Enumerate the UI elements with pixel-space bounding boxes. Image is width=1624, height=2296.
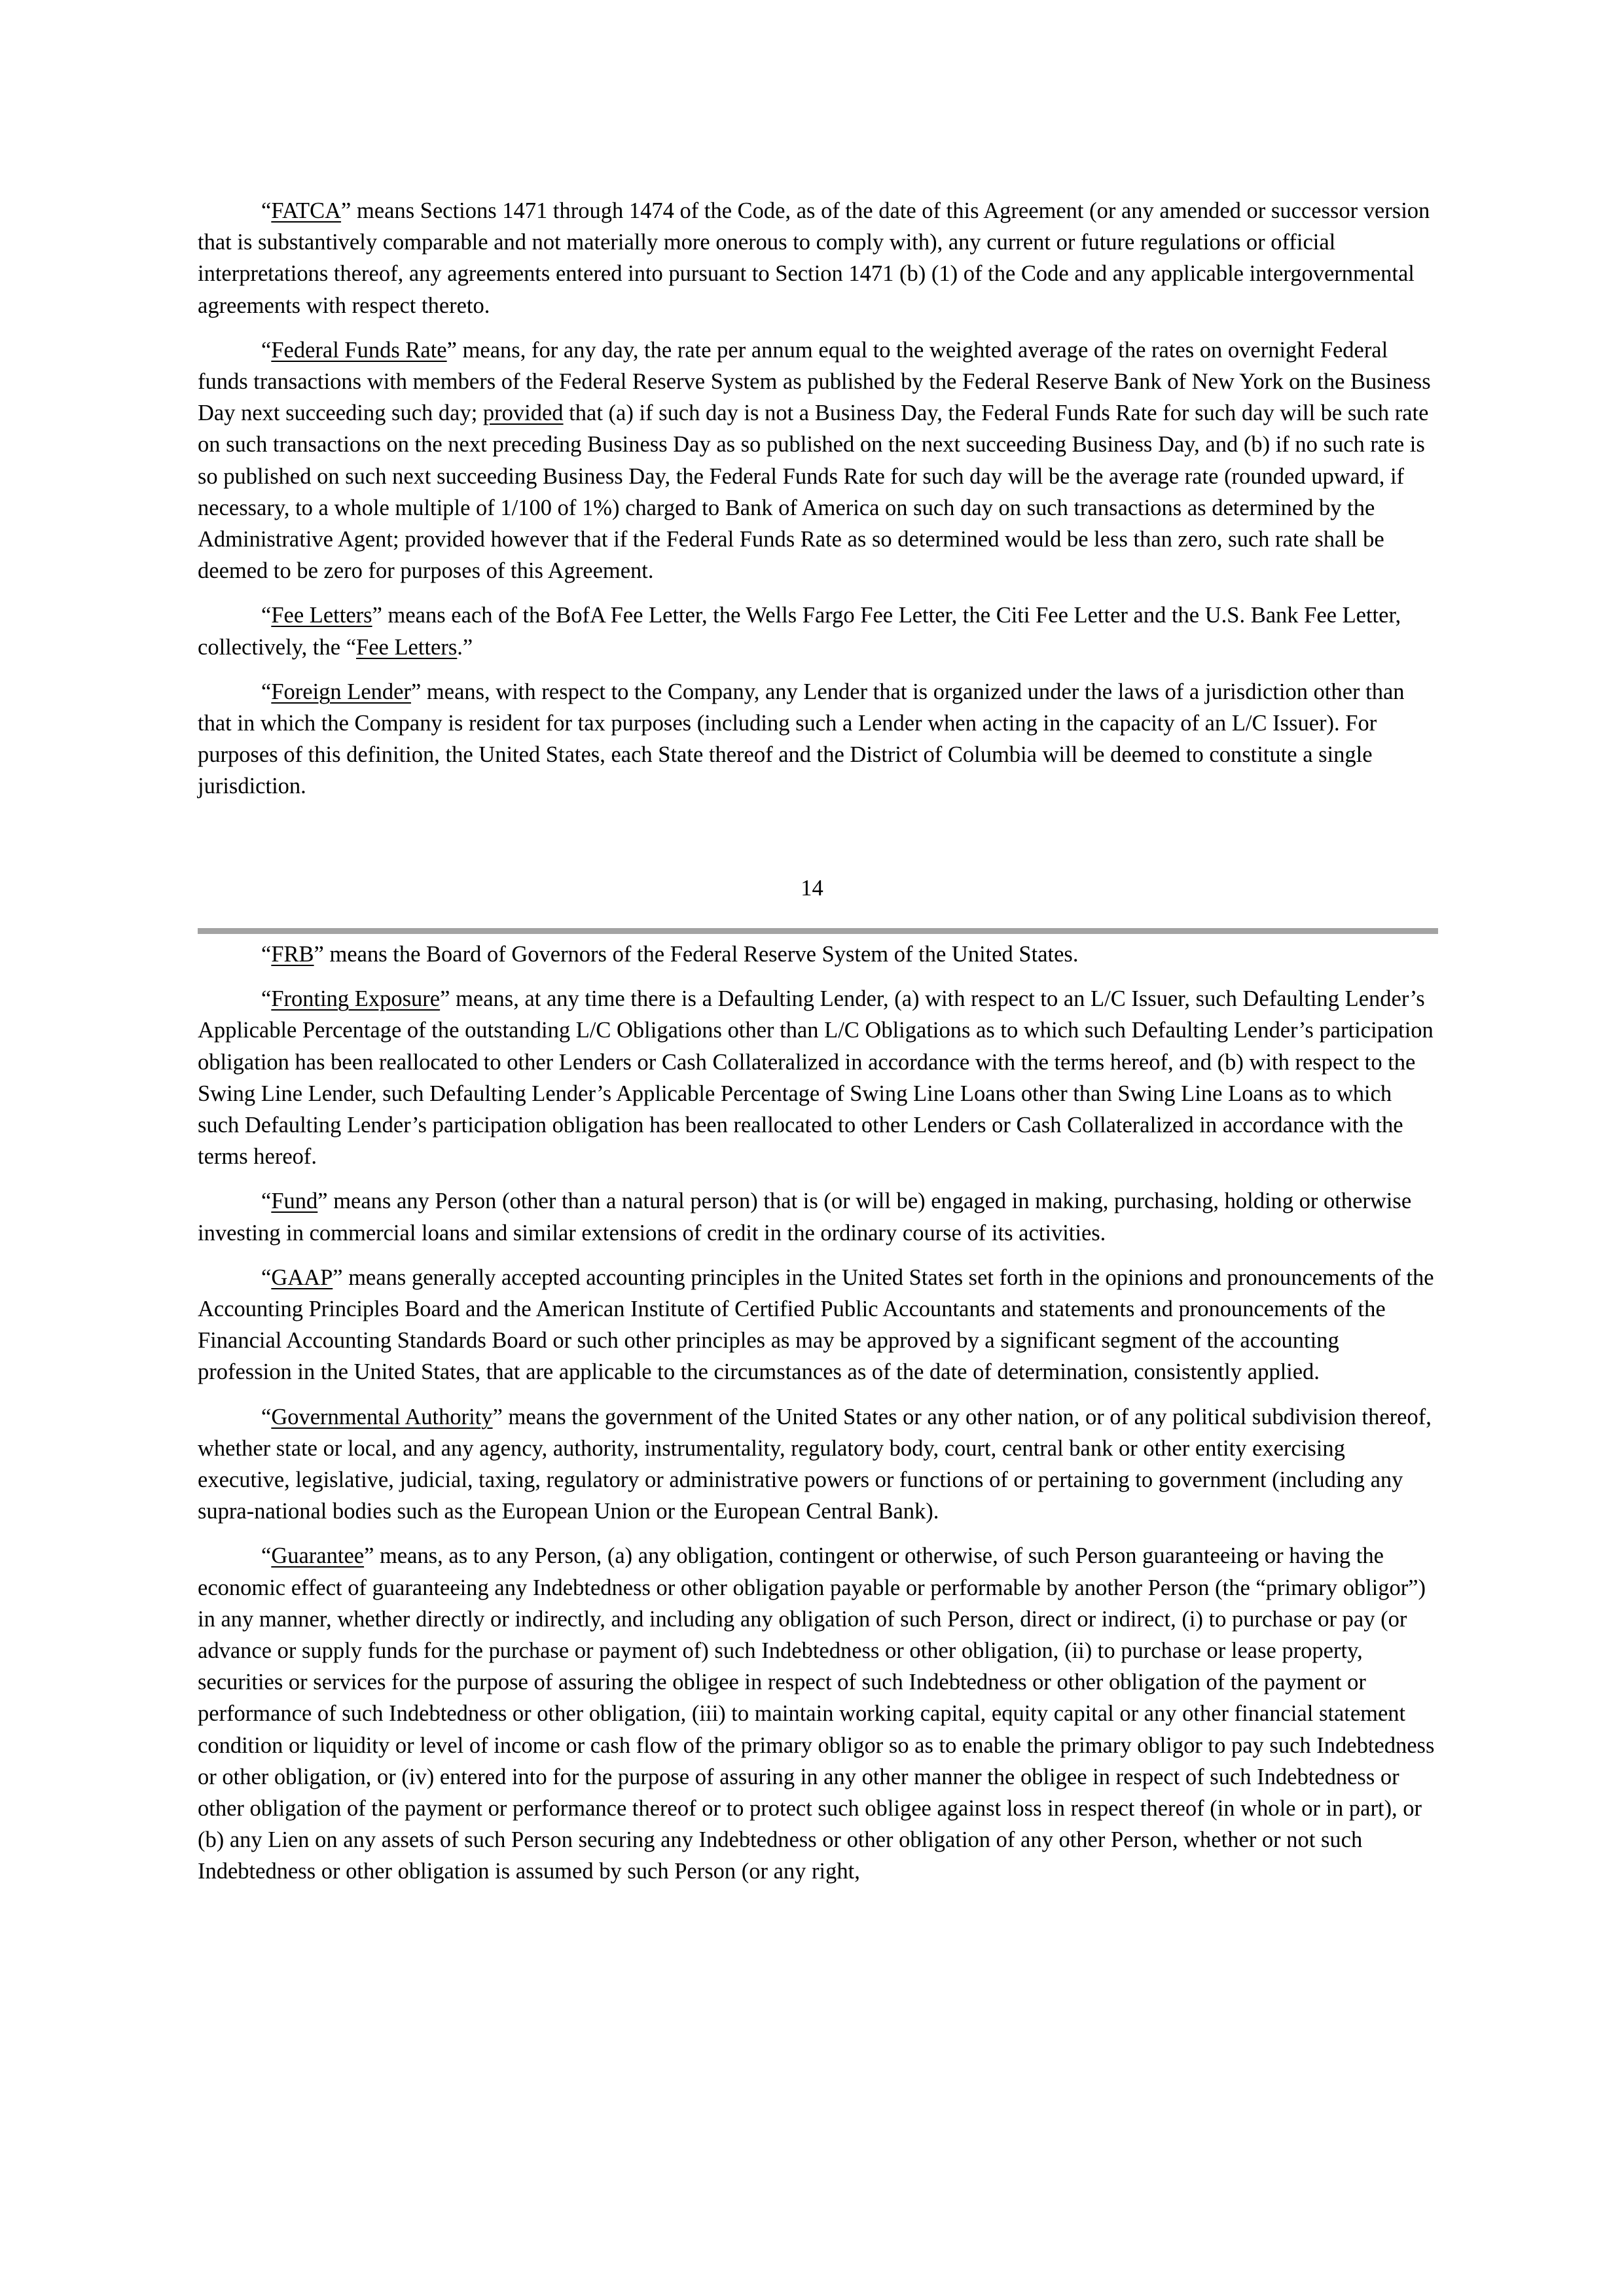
definition-text: means the government of the United States or any other nation, or of any political subdivision thereof, whether state or local, and any agency, authority, instrumentality, regulatory body, court, central bank or other entity exercising executive, legislative, judicial, taxing, regulatory or administrative powers or functions of or pertaining to government (including any supra-national bodies such as the European Union or the European Central Bank). bbox=[198, 1404, 1432, 1524]
definition-federal-funds-rate: “Federal Funds Rate” means, for any day, the rate per annum equal to the weighted average of the rates on overnight Federal funds transactions with members of the Federal Reserve System as published by the Federal Reserve Bank of New York on the Business Day next succeeding such day; provided that (a) if such day is not a Business Day, the Federal Funds Rate for such day will be such rate on such transactions on the next preceding Business Day as so published on the next succeeding Business Day, and (b) if no such rate is so published on such next succeeding Business Day, the Federal Funds Rate for such day will be the average rate (rounded upward, if necessary, to a whole multiple of 1/100 of 1%) charged to Bank of America on such day on such transactions as determined by the Administrative Agent; provided however that if the Federal Funds Rate as so determined would be less than zero, such rate shall be deemed to be zero for purposes of this Agreement. bbox=[198, 337, 1431, 584]
definition-frb: “FRB” means the Board of Governors of the Federal Reserve System of the United States. bbox=[261, 942, 1079, 967]
underlined-word: provided bbox=[482, 401, 564, 426]
definition-text: means, for any day, the rate per annum equal to the weighted average of the rates on overnight Federal funds transactions with members of the Federal Reserve System as published by the Federal Reserve Bank of New York on the Business Day next succeeding such day; bbox=[198, 337, 1431, 426]
defined-term: Foreign Lender bbox=[271, 679, 411, 704]
definition-text-continued: .” bbox=[457, 634, 473, 660]
defined-term: Guarantee bbox=[271, 1543, 365, 1569]
defined-term: Fronting Exposure bbox=[271, 986, 441, 1012]
defined-term: FATCA bbox=[271, 198, 342, 223]
defined-term: Fee Letters bbox=[271, 603, 372, 628]
defined-term: Federal Funds Rate bbox=[271, 337, 447, 363]
defined-term: GAAP bbox=[271, 1265, 333, 1290]
page-number: 14 bbox=[801, 876, 823, 901]
definition-fund: “Fund” means any Person (other than a natural person) that is (or will be) engaged in making, purchasing, holding or otherwise investing in commercial loans and similar extensions of credit in the ordinary course of its activities. bbox=[198, 1189, 1412, 1246]
definition-text: means, as to any Person, (a) any obligation, contingent or otherwise, of such Person guaranteeing or having the economic effect of guaranteeing any Indebtedness or other obligation payable or performable by another Person (the “primary obligor”) in any manner, whether directly or indirectly, and including any obligation of such Person, direct or indirect, (i) to purchase or pay (or advance or supply funds for the purchase or payment of) such Indebtedness or other obligation, (ii) to purchase or lease property, securities or services for the purpose of assuring the obligee in respect of such Indebtedness or other obligation of the payment or performance of such Indebtedness or other obligation, (iii) to maintain working capital, equity capital or any other financial statement condition or liquidity or level of income or cash flow of the primary obligor so as to enable the primary obligor to pay such Indebtedness or other obligation, or (iv) entered into for the purpose of assuring in any other manner the obligee in respect of such Indebtedness or other obligation of the payment or performance thereof or to protect such obligee against loss in respect thereof (in whole or in part), or (b) any Lien on any assets of such Person securing any Indebtedness or other obligation of any other Person, whether or not such Indebtedness or other obligation is assumed by such Person (or any right, bbox=[198, 1543, 1435, 1884]
definition-gaap: “GAAP” means generally accepted accounting principles in the United States set forth in the opinions and pronouncements of the Accounting Principles Board and the American Institute of Certified Public Accountants and statements and pronouncements of the Financial Accounting Standards Board or such other principles as may be approved by a significant segment of the accounting profession in the United States, that are applicable to the circumstances as of the date of determination, consistently applied. bbox=[198, 1265, 1434, 1385]
page-separator bbox=[198, 928, 1438, 934]
definition-fee-letters: “Fee Letters” means each of the BofA Fee Letter, the Wells Fargo Fee Letter, the Citi Fee Letter and the U.S. Bank Fee Letter, collectively, the “Fee Letters.” bbox=[198, 603, 1401, 660]
definition-text: means each of the BofA Fee Letter, the Wells Fargo Fee Letter, the Citi Fee Letter and the U.S. Bank Fee Letter, collectively, the “ bbox=[198, 603, 1401, 660]
underlined-term: Fee Letters bbox=[356, 634, 458, 660]
definitions-section-top bbox=[198, 195, 1438, 816]
definition-text: means generally accepted accounting principles in the United States set forth in the opinions and pronouncements of the Accounting Principles Board and the American Institute of Certified Public Accountants and statements and pronouncements of the Financial Accounting Standards Board or such other principles as may be approved by a significant segment of the accounting profession in the United States, that are applicable to the circumstances as of the date of determination, consistently applied. bbox=[198, 1265, 1434, 1385]
definition-text: means any Person (other than a natural person) that is (or will be) engaged in making, purchasing, holding or otherwise investing in commercial loans and similar extensions of credit in the ordinary course of its activities. bbox=[198, 1189, 1412, 1246]
definition-text-continued: that (a) if such day is not a Business Day, the Federal Funds Rate for such day will be such rate on such transactions on the next preceding Business Day as so published on the next succeeding Business Day, and (b) if no such rate is so published on such next succeeding Business Day, the Federal Funds Rate for such day will be the average rate (rounded upward, if necessary, to a whole multiple of 1/100 of 1%) charged to Bank of America on such day on such transactions as determined by the Administrative Agent; provided however that if the Federal Funds Rate as so determined would be less than zero, such rate shall be deemed to be zero for purposes of this Agreement. bbox=[198, 401, 1429, 584]
definition-guarantee: “Guarantee” means, as to any Person, (a) any obligation, contingent or otherwise, of such Person guaranteeing or having the economic effect of guaranteeing any Indebtedness or other obligation payable or performable by another Person (the “primary obligor”) in any manner, whether directly or indirectly, and including any obligation of such Person, direct or indirect, (i) to purchase or pay (or advance or supply funds for the purchase or payment of) such Indebtedness or other obligation, (ii) to purchase or lease property, securities or services for the purpose of assuring the obligee in respect of such Indebtedness or other obligation of the payment or performance of such Indebtedness or other obligation, (iii) to maintain working capital, equity capital or any other financial statement condition or liquidity or level of income or cash flow of the primary obligor so as to enable the primary obligor to pay such Indebtedness or other obligation, or (iv) entered into for the purpose of assuring in any other manner the obligee in respect of such Indebtedness or other obligation of the payment or performance thereof or to protect such obligee against loss in respect thereof (in whole or in part), or (b) any Lien on any assets of such Person securing any Indebtedness or other obligation of any other Person, whether or not such Indebtedness or other obligation is assumed by such Person (or any right, bbox=[198, 1543, 1435, 1884]
defined-term: Governmental Authority bbox=[271, 1404, 493, 1429]
definitions-section-bottom bbox=[198, 939, 1438, 1901]
defined-term: FRB bbox=[271, 942, 314, 967]
definition-governmental-authority: “Governmental Authority” means the government of the United States or any other nation, or of any political subdivision thereof, whether state or local, and any agency, authority, instrumentality, regulatory body, court, central bank or other entity exercising executive, legislative, judicial, taxing, regulatory or administrative powers or functions of or pertaining to government (including any supra-national bodies such as the European Union or the European Central Bank). bbox=[198, 1404, 1432, 1524]
definition-foreign-lender: “Foreign Lender” means, with respect to the Company, any Lender that is organized under the laws of a jurisdiction other than that in which the Company is resident for tax purposes (including such a Lender when acting in the capacity of an L/C Issuer). For purposes of this definition, the United States, each State thereof and the District of Columbia will be deemed to constitute a single jurisdiction. bbox=[198, 679, 1405, 799]
defined-term: Fund bbox=[271, 1189, 318, 1214]
definition-text: means, at any time there is a Defaulting Lender, (a) with respect to an L/C Issuer, such Defaulting Lender’s Applicable Percentage of the outstanding L/C Obligations other than L/C Obligations as to which such Defaulting Lender’s participation obligation has been reallocated to other Lenders or Cash Collateralized in accordance with the terms hereof, and (b) with respect to the Swing Line Lender, such Defaulting Lender’s Applicable Percentage of Swing Line Loans other than Swing Line Loans as to which such Defaulting Lender’s participation obligation has been reallocated to other Lenders or Cash Collateralized in accordance with the terms hereof. bbox=[198, 986, 1434, 1170]
definition-text: means, with respect to the Company, any Lender that is organized under the laws of a jurisdiction other than that in which the Company is resident for tax purposes (including such a Lender when acting in the capacity of an L/C Issuer). For purposes of this definition, the United States, each State thereof and the District of Columbia will be deemed to constitute a single jurisdiction. bbox=[198, 679, 1405, 799]
definition-text: means Sections 1471 through 1474 of the Code, as of the date of this Agreement (or any amended or successor version that is substantively comparable and not materially more onerous to comply with), any current or future regulations or official interpretations thereof, any agreements entered into pursuant to Section 1471 (b) (1) of the Code and any applicable intergovernmental agreements with respect thereto. bbox=[198, 198, 1430, 318]
definition-fronting-exposure: “Fronting Exposure” means, at any time there is a Defaulting Lender, (a) with respect to an L/C Issuer, such Defaulting Lender’s Applicable Percentage of the outstanding L/C Obligations other than L/C Obligations as to which such Defaulting Lender’s participation obligation has been reallocated to other Lenders or Cash Collateralized in accordance with the terms hereof, and (b) with respect to the Swing Line Lender, such Defaulting Lender’s Applicable Percentage of Swing Line Loans other than Swing Line Loans as to which such Defaulting Lender’s participation obligation has been reallocated to other Lenders or Cash Collateralized in accordance with the terms hereof. bbox=[198, 986, 1434, 1170]
definition-fatca: “FATCA” means Sections 1471 through 1474 of the Code, as of the date of this Agreement (or any amended or successor version that is substantively comparable and not materially more onerous to comply with), any current or future regulations or official interpretations thereof, any agreements entered into pursuant to Section 1471 (b) (1) of the Code and any applicable intergovernmental agreements with respect thereto. bbox=[198, 198, 1430, 318]
definition-text: means the Board of Governors of the Federal Reserve System of the United States. bbox=[323, 942, 1079, 967]
